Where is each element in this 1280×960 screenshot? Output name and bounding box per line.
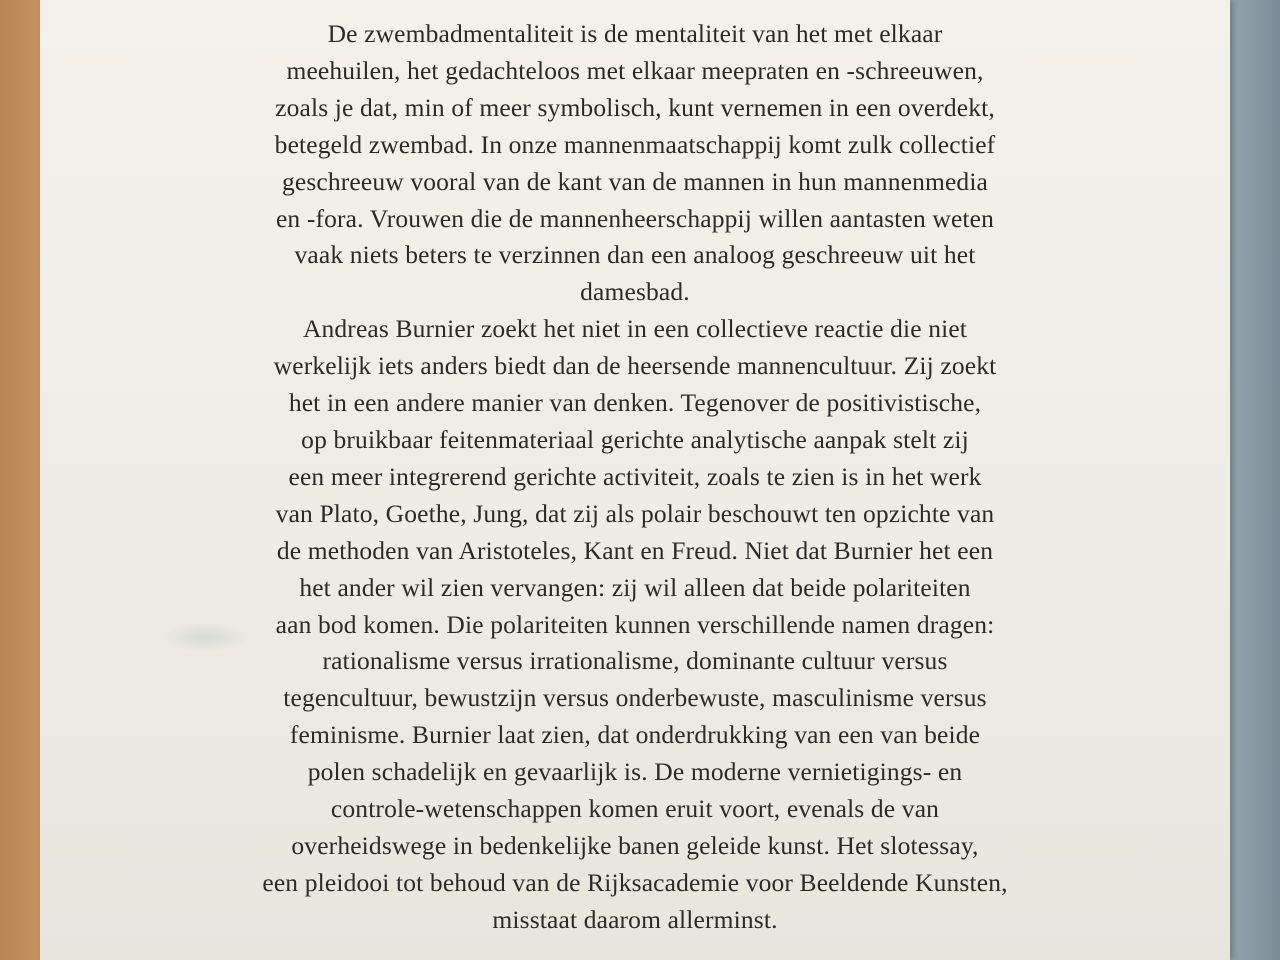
text-line: het ander wil zien vervangen: zij wil alleen dat beide polariteiten (299, 572, 971, 602)
text-line: het in een andere manier van denken. Tegenover de positivistische, (288, 388, 982, 418)
text-line: damesbad. (580, 277, 690, 307)
text-line: van Plato, Goethe, Jung, dat zij als polair beschouwt ten opzichte van (275, 498, 995, 528)
text-line: controle-wetenschappen komen eruit voort, evenals de van (330, 794, 940, 824)
text-line: op bruikbaar feitenmateriaal gerichte analytische aanpak stelt zij (301, 424, 969, 454)
text-line: werkelijk iets anders biedt dan de heersende mannencultuur. Zij zoekt (273, 351, 997, 381)
text-line: een meer integrerend gerichte activiteit, zoals te zien is in het werk (288, 461, 982, 491)
text-line: en -fora. Vrouwen die de mannenheerschappij willen aantasten weten (275, 203, 995, 233)
text-line: tegencultuur, bewustzijn versus onderbewuste, masculinisme versus (283, 683, 987, 713)
text-line: De zwembadmentaliteit is de mentaliteit van het met elkaar (327, 19, 943, 48)
text-line: betegeld zwembad. In onze mannenmaatschappij komt zulk collectief (274, 129, 996, 159)
text-line: aan bod komen. Die polariteiten kunnen verschillende namen dragen: (275, 609, 995, 639)
text-line: feminisme. Burnier laat zien, dat onderdrukking van een van beide (289, 720, 981, 750)
text-line: misstaat daarom allerminst. (492, 904, 778, 934)
text-line: een pleidooi tot behoud van de Rijksacademie voor Beeldende Kunsten, (262, 867, 1008, 897)
text-line: Andreas Burnier zoekt het niet in een collectieve reactie die niet (302, 314, 968, 344)
text-line: meehuilen, het gedachteloos met elkaar meepraten en -schreeuwen, (286, 55, 984, 85)
blurb-text (40, 16, 1230, 939)
text-line: zoals je dat, min of meer symbolisch, kunt vernemen in een overdekt, (275, 92, 995, 122)
book-back-cover (40, 0, 1230, 960)
text-line: overheidswege in bedenkelijke banen geleide kunst. Het slotessay, (291, 830, 979, 860)
text-line: polen schadelijk en gevaarlijk is. De moderne vernietigings- en (307, 757, 963, 787)
text-line: de methoden van Aristoteles, Kant en Freud. Niet dat Burnier het een (276, 535, 994, 565)
text-line: rationalisme versus irrationalisme, dominante cultuur versus (322, 646, 948, 676)
text-line: geschreeuw vooral van de kant van de mannen in hun mannenmedia (281, 166, 989, 196)
text-line: vaak niets beters te verzinnen dan een analoog geschreeuw uit het (294, 240, 976, 270)
